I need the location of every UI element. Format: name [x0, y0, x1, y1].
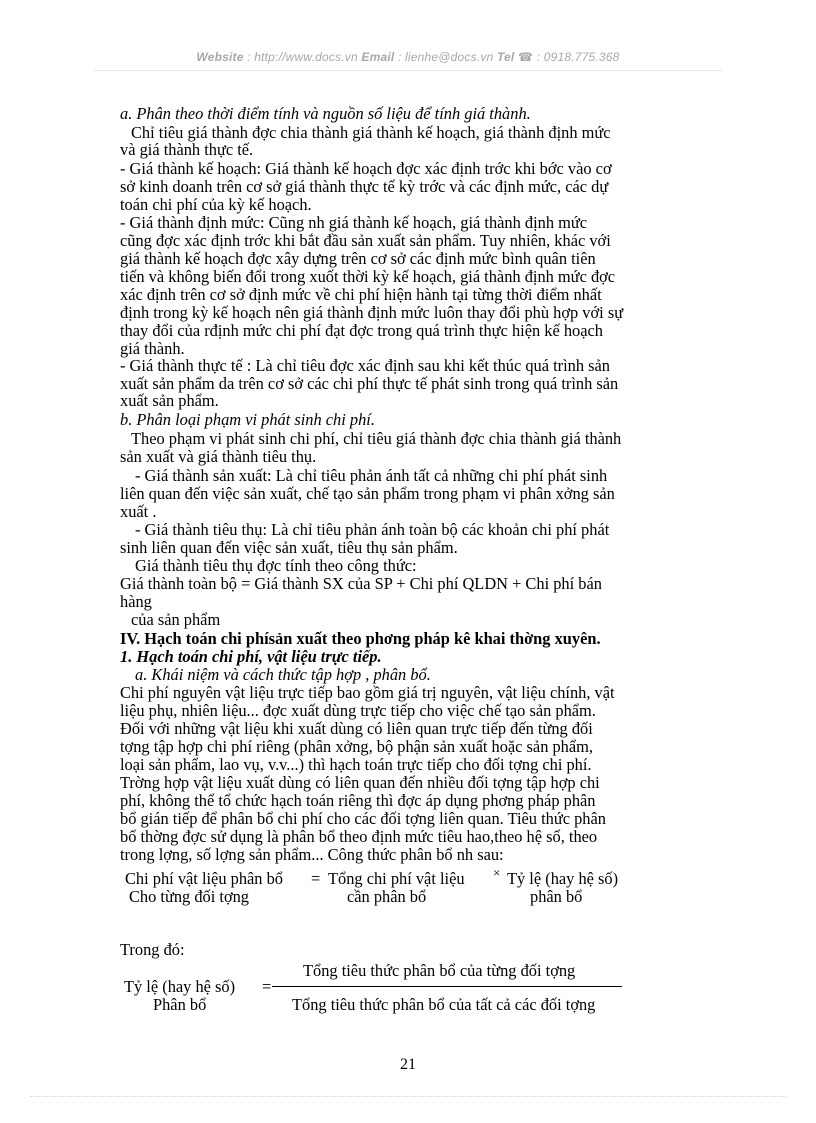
formula1-times: ×: [493, 865, 501, 880]
paragraph-line: xuất sản phẩm.: [120, 391, 219, 410]
email-value: : lienhe@docs.vn: [394, 50, 497, 64]
paragraph-line: giá thành kế hoạch đợc xây dựng trên cơ sở các định mức bình quân tiên: [120, 249, 596, 268]
formula1-right-top: Tỷ lệ (hay hệ số): [507, 869, 619, 888]
header-divider: [95, 70, 721, 71]
paragraph-line: Giá thành tiêu thụ đợc tính theo công thức:: [135, 556, 417, 575]
formula1-equals: =: [311, 869, 321, 888]
paragraph-line: xuất sản phẩm da trên cơ sở các chi phí thực tế phát sinh trong quá trình sản: [120, 374, 619, 393]
fraction-bar: [272, 986, 622, 987]
formula-line: Giá thành toàn bộ = Giá thành SX của SP + Chi phí QLDN + Chi phí bán: [120, 574, 602, 593]
formula2-numerator: Tổng tiêu thức phân bổ của từng đối tợng: [303, 961, 576, 980]
paragraph-line: hàng: [120, 592, 152, 611]
footer-divider: [30, 1096, 786, 1097]
website-value: : http://www.docs.vn: [243, 50, 362, 64]
subsection-1-heading: 1. Hạch toán chi phí, vật liệu trực tiếp.: [120, 647, 382, 666]
paragraph-line: - Giá thành định mức: Cũng nh giá thành kế hoạch, giá thành định mức: [120, 213, 588, 232]
email-label: Email: [361, 50, 395, 64]
paragraph-line: phí, không thể tổ chức hạch toán riêng thì đợc áp dụng phơng pháp phân: [120, 791, 596, 810]
paragraph-line: bổ gián tiếp để phân bổ chi phí cho các đối tợng liên quan. Tiêu thức phân: [120, 809, 606, 828]
section-a-heading: a. Phân theo thời điểm tính và nguồn số liệu để tính giá thành.: [120, 104, 531, 123]
paragraph-line: Chỉ tiêu giá thành đợc chia thành giá thành kế hoạch, giá thành định mức: [131, 123, 611, 142]
paragraph-line: Theo phạm vi phát sinh chi phí, chỉ tiêu giá thành đợc chia thành giá thành: [131, 429, 622, 448]
paragraph-line: của sản phẩm: [131, 610, 221, 629]
paragraph-line: toán chi phí của kỳ kế hoạch.: [120, 195, 312, 214]
formula1-right-bottom: phân bổ: [530, 887, 583, 906]
paragraph-line: - Giá thành sản xuất: Là chỉ tiêu phản ánh tất cả những chi phí phát sinh: [135, 466, 608, 485]
paragraph-line: bổ thờng đợc sử dụng là phân bổ theo định mức tiêu hao,theo hệ số, theo: [120, 827, 598, 846]
formula2-equals: =: [262, 977, 272, 996]
formula1-mid-top: Tổng chi phí vật liệu: [328, 869, 465, 888]
formula2-denominator: Tổng tiêu thức phân bổ của tất cả các đối tợng: [292, 995, 596, 1014]
website-label: Website: [196, 50, 244, 64]
formula1-left-bottom: Cho từng đối tợng: [129, 887, 250, 906]
paragraph-line: - Giá thành kế hoạch: Giá thành kế hoạch đợc xác định trớc khi bớc vào cơ: [120, 159, 612, 178]
page-number: 21: [400, 1056, 416, 1073]
paragraph-line: loại sản phẩm, lao vụ, v.v...) thì hạch toán trực tiếp cho đối tợng chi phí.: [120, 755, 592, 774]
paragraph-line: xuất .: [120, 502, 157, 521]
paragraph-line: liệu phụ, nhiên liệu... đợc xuất dùng trực tiếp cho việc chế tạo sản phẩm.: [120, 701, 596, 720]
formula2-left-top: Tỷ lệ (hay hệ số): [124, 977, 236, 996]
paragraph-line: và giá thành thực tế.: [120, 140, 254, 159]
page-header: [0, 50, 816, 64]
paragraph-line: sinh liên quan đến việc sản xuất, tiêu thụ sản phẩm.: [120, 538, 458, 557]
formula2-left-bottom: Phân bổ: [153, 995, 207, 1014]
paragraph-line: cũng đợc xác định trớc khi bắt đầu sản xuất sản phẩm. Tuy nhiên, khác với: [120, 231, 611, 250]
tel-label: Tel: [496, 50, 515, 64]
paragraph-line: liên quan đến việc sản xuất, chế tạo sản phẩm trong phạm vi phân xởng sản: [120, 484, 615, 503]
paragraph-line: tiến và không biến đổi trong xuốt thời kỳ kế hoạch, giá thành định mức đợc: [120, 267, 616, 286]
phone-icon: ☎: [517, 50, 534, 64]
subsection-a-heading: a. Khái niệm và cách thức tập hợp , phân bổ.: [135, 665, 431, 684]
paragraph-line: - Giá thành thực tế : Là chỉ tiêu đợc xác định sau khi kết thúc quá trình sản: [120, 356, 611, 375]
paragraph-line: Trờng hợp vật liệu xuất dùng có liên quan đến nhiều đối tợng tập hợp chi: [120, 773, 600, 792]
trong-do-label: Trong đó:: [120, 940, 185, 959]
paragraph-line: Chi phí nguyên vật liệu trực tiếp bao gồm giá trị nguyên, vật liệu chính, vật: [120, 683, 615, 702]
section-b-heading: b. Phân loại phạm vi phát sinh chi phí.: [120, 410, 375, 429]
section-iv-heading: IV. Hạch toán chi phísản xuất theo phơng pháp kê khai thờng xuyên.: [120, 629, 601, 648]
paragraph-line: xác định trên cơ sở định mức về chi phí hiện hành tại từng thời điểm nhất: [120, 285, 602, 304]
formula1-mid-bottom: cần phân bổ: [347, 887, 427, 906]
paragraph-line: sở kinh doanh trên cơ sở giá thành thực tế kỳ trớc và các định mức, các dự: [120, 177, 609, 196]
paragraph-line: thay đổi của rđịnh mức chi phí đạt đợc trong quá trình thực hiện kế hoạch: [120, 321, 603, 340]
paragraph-line: Đối với những vật liệu khi xuất dùng có liên quan trực tiếp đến từng đối: [120, 719, 593, 738]
paragraph-line: định trong kỳ kế hoạch nên giá thành định mức luôn thay đổi phù hợp với sự: [120, 303, 624, 322]
paragraph-line: sản xuất và giá thành tiêu thụ.: [120, 447, 317, 466]
formula1-left-top: Chi phí vật liệu phân bổ: [125, 869, 283, 888]
paragraph-line: - Giá thành tiêu thụ: Là chỉ tiêu phản ánh toàn bộ các khoản chi phí phát: [135, 520, 610, 539]
paragraph-line: trong lợng, số lợng sản phẩm... Công thức phân bổ nh sau:: [120, 845, 504, 864]
paragraph-line: giá thành.: [120, 339, 185, 358]
tel-value: : 0918.775.368: [533, 50, 620, 64]
paragraph-line: tợng tập hợp chi phí riêng (phân xởng, bộ phận sản xuất hoặc sản phẩm,: [120, 737, 593, 756]
